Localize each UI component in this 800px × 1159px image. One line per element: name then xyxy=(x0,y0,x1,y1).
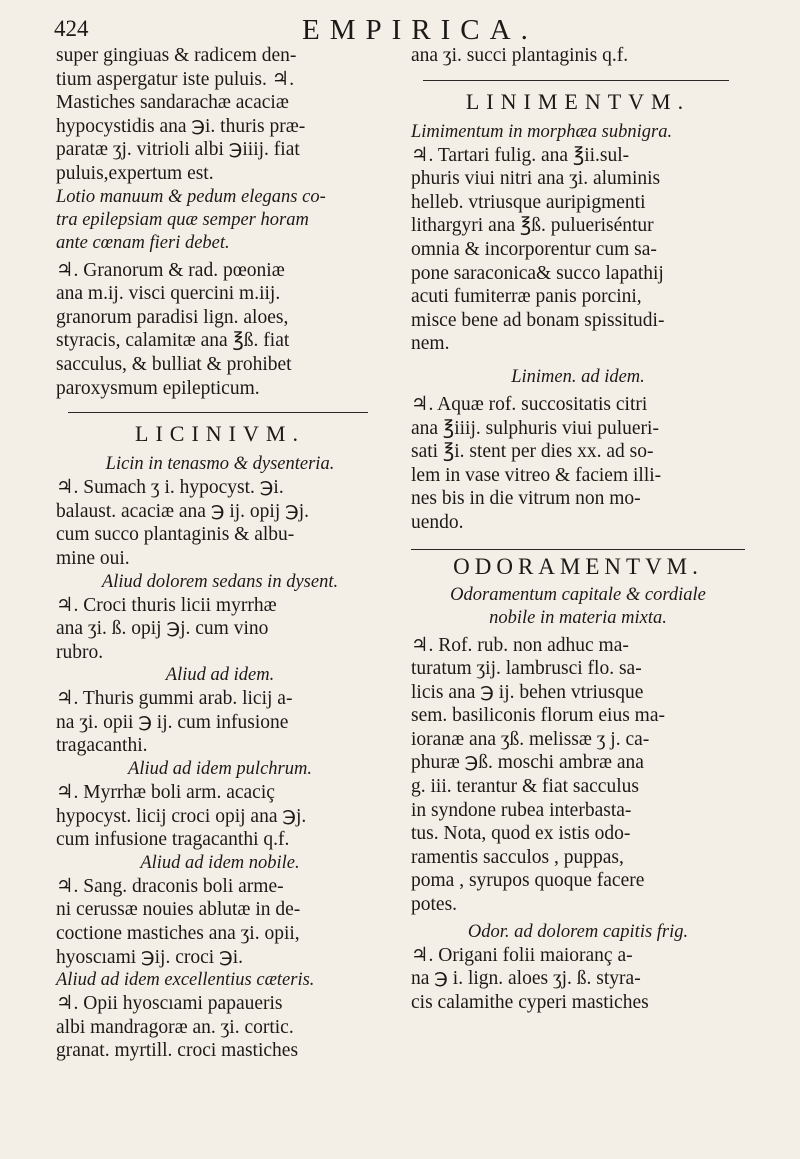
paragraph: ♃. Origani folii maioranç a- na ℈ i. lign. aloes ʒj. ß. styra- cis calamithe cyperi mastiches xyxy=(411,944,649,1013)
recipe-heading: Aliud ad idem excellentius cæteris. xyxy=(56,970,315,991)
page-number: 424 xyxy=(54,16,89,41)
paragraph: ♃. Thuris gummi arab. licij a- na ʒi. opii ℈ ij. cum infusione tragacanthi. xyxy=(56,688,293,757)
paragraph: ana ʒi. succi plantaginis q.f. xyxy=(411,45,629,66)
divider xyxy=(423,80,729,81)
section-title: LICINIVM. xyxy=(135,421,305,447)
paragraph: super gingiuas & radicem den- tium aspergatur iste puluis. ♃. Mastiches sandarachæ acaciæ hypocystidis ana ℈i. thuris præ- paratæ ʒj. vitrioli albi ℈iiij. fiat puluis,expertum est. xyxy=(56,45,306,184)
divider xyxy=(68,412,368,413)
recipe-heading: Licin in tenasmo & dysenteria. xyxy=(105,454,335,475)
paragraph: ♃. Opii hyoscıami papaueris albi mandragoræ an. ʒi. cortic. granat. myrtill. croci mastiches xyxy=(56,993,299,1062)
paragraph: ♃. Sang. draconis boli arme- ni cerussæ nouies ablutæ in de- coctione mastiches ana ʒi. opii, hyoscıami ℈ij. croci ℈i. xyxy=(56,875,301,968)
recipe-heading: Odoramentum capitale & cordiale nobile in materia mixta. xyxy=(450,584,706,628)
section-title: ODORAMENTVM. xyxy=(411,549,745,580)
paragraph: ♃. Rof. rub. non adhuc ma- turatum ʒij. lambrusci flo. sa- licis ana ℈ ij. behen vtriusque sem. basiliconis florum eius ma- ioranæ ana ʒß. melissæ ʒ j. ca- phuræ ℈ß. moschi ambræ ana g. iii. terantur & fiat sacculus in syndone rubea interbasta- tus. Nota, quod ex istis odo- ramentis sacculos , puppas, poma , syrupos quoque facere potes. xyxy=(411,634,665,916)
recipe-heading: Limimentum in morphæa subnigra. xyxy=(411,121,673,142)
paragraph: ♃. Granorum & rad. pœoniæ ana m.ij. visci quercini m.iij. granorum paradisi lign. aloes, styracis, calamitæ ana ℥ß. fiat sacculus, & bulliat & prohibet paroxysmum epilepticum. xyxy=(56,259,292,399)
right-column xyxy=(411,44,745,1014)
recipe-heading: Odor. ad dolorem capitis frig. xyxy=(467,921,689,942)
paragraph: ♃. Aquæ rof. succositatis citri ana ℥iiij. sulphuris viui pulueri- sati ℥i. stent per dies xx. ad so- lem in vase vitreo & faciem illi- nes bis in die vitrum non mo- uendo. xyxy=(411,393,662,533)
paragraph: ♃. Croci thuris licii myrrhæ ana ʒi. ß. opij ℈j. cum vino rubro. xyxy=(56,594,277,663)
recipe-heading: Aliud ad idem. xyxy=(165,665,275,686)
running-title: EMPIRICA. xyxy=(302,14,538,46)
paragraph: ♃. Tartari fulig. ana ℥ii.sul- phuris viui nitri ana ʒi. aluminis helleb. vtriusque auripigmenti lithargyri ana ℥ß. pulueriséntur omnia & incorporentur cum sa- pone saraconica& succo lapathij acuti fumiterræ panis porcini, misce bene ad bonam spissitudi- nem. xyxy=(411,144,665,355)
paragraph: ♃. Sumach ʒ i. hypocyst. ℈i. balaust. acaciæ ana ℈ ij. opij ℈j. cum succo plantaginis & albu- mine oui. xyxy=(56,477,310,569)
recipe-heading: Aliud dolorem sedans in dysent. xyxy=(101,571,339,592)
paragraph: ♃. Myrrhæ boli arm. acaciç hypocyst. licij croci opij ana ℈j. cum infusione tragacanthi q.f. xyxy=(56,782,307,851)
recipe-heading: Lotio manuum & pedum elegans co- tra epilepsiam quæ semper horam ante cœnam fieri debet. xyxy=(56,186,326,253)
left-column xyxy=(56,44,384,1063)
recipe-heading: Aliud ad idem nobile. xyxy=(140,852,300,873)
section-title: LINIMENTVM. xyxy=(465,88,691,114)
recipe-heading: Aliud ad idem pulchrum. xyxy=(128,759,312,780)
recipe-heading: Linimen. ad idem. xyxy=(511,366,645,387)
